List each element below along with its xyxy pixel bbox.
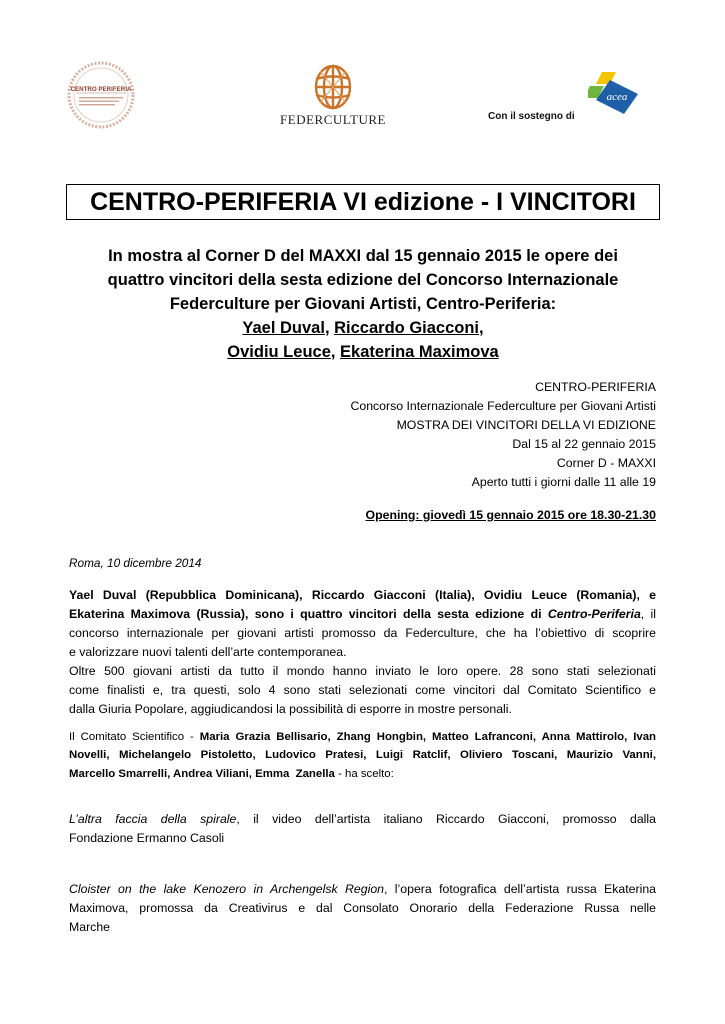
- paragraph-work-maximova: [69, 880, 656, 937]
- page-title: CENTRO-PERIFERIA VI edizione - I VINCITORI: [66, 184, 660, 220]
- p2-line-3-rest: - ha scelto:: [334, 767, 394, 780]
- federculture-wordmark: FEDERCULTURE: [280, 112, 386, 127]
- p1-line-7: dalla Giuria Popolare, aggiudicandosi la possibilità di esporre in mostre personali.: [69, 702, 512, 716]
- p2-line-1-names: Maria Grazia Bellisario, Zhang Hongbin, Matteo Lafranconi, Anna Mattirolo, Ivan: [199, 731, 656, 743]
- subtitle-line-1: In mostra al Corner D del MAXXI dal 15 gennaio 2015 le opere dei: [108, 247, 618, 265]
- p4-work-title: Cloister on the lake Kenozero in Archengelsk Region: [69, 882, 385, 896]
- p4-line-1-rest: , l’opera fotografica dell’artista russa Ekaterina: [384, 882, 657, 896]
- paragraph-committee: [69, 728, 656, 783]
- winner-separator: ,: [324, 319, 335, 337]
- acea-logo-text: acea: [606, 91, 628, 103]
- subtitle: [66, 244, 660, 364]
- support-label: Con il sostegno di: [488, 111, 575, 122]
- p4-line-1: [69, 880, 656, 899]
- p2-line-3-names: Marcello Smarrelli, Andrea Viliani, Emma Zanella: [69, 767, 335, 780]
- federculture-logo: [268, 60, 398, 130]
- p4-line-2: Maximova, promossa da Creativirus e dal Consolato Onorario della Federazione Russa nelle: [69, 901, 656, 915]
- opening-line: Opening: giovedì 15 gennaio 2015 ore 18.30-21.30: [365, 508, 656, 522]
- subtitle-winners-line-1: [66, 316, 660, 340]
- p2-line-1: [69, 728, 656, 746]
- p3-work-title: L’altra faccia della spirale: [69, 812, 237, 826]
- p2-line-2: Novelli, Michelangelo Pistoletto, Ludovico Pratesi, Luigi Ratclif, Oliviero Toscani, Maurizio Vanni,: [69, 749, 656, 762]
- paragraph-work-giacconi: [69, 810, 656, 848]
- info-line-contest: Concorso Internazionale Federculture per Giovani Artisti: [350, 399, 656, 413]
- info-line-exhibition: MOSTRA DEI VINCITORI DELLA VI EDIZIONE: [396, 418, 656, 432]
- info-line-dates: Dal 15 al 22 gennaio 2015: [512, 437, 656, 451]
- p1-line-3: concorso internazionale per giovani artisti promosso da Federculture, che ha l’obiettivo di scoprire: [69, 626, 656, 640]
- p1-centro-periferia: Centro-Periferia: [547, 607, 641, 621]
- p1-line-1: Yael Duval (Repubblica Dominicana), Riccardo Giacconi (Italia), Ovidiu Leuce (Romania), e: [69, 588, 656, 602]
- p3-line-1-rest: , il video dell’artista italiano Riccardo Giacconi, promosso dalla: [236, 812, 656, 826]
- winner-ekaterina-maximova: Ekaterina Maximova: [340, 343, 499, 361]
- winner-ovidiu-leuce: Ovidiu Leuce: [227, 343, 331, 361]
- centro-periferia-logo: [66, 60, 136, 130]
- p3-line-1: [69, 810, 656, 829]
- p1-line-2: [69, 605, 656, 624]
- federculture-dome-icon: [268, 60, 398, 112]
- acea-logo: [588, 70, 644, 116]
- p3-line-2: Fondazione Ermanno Casoli: [69, 831, 225, 845]
- winner-riccardo-giacconi: Riccardo Giacconi,: [334, 319, 484, 337]
- info-line-hours: Aperto tutti i giorni dalle 11 alle 19: [471, 475, 656, 489]
- p1-line-6: come finalisti e, tra questi, solo 4 sono stati selezionati come vincitori dal Comitato Scientifico e: [69, 683, 656, 697]
- winner-separator: ,: [330, 343, 341, 361]
- p1-line-2-rest: , il: [640, 607, 656, 621]
- info-line-venue: Corner D - MAXXI: [556, 456, 656, 470]
- p1-line-5: Oltre 500 giovani artisti da tutto il mondo hanno inviato le loro opere. 28 sono stati selezionati: [69, 664, 656, 678]
- centro-periferia-logo-text: CENTRO PERIFERIA: [70, 86, 132, 93]
- p1-line-4: e valorizzare nuovi talenti dell’arte contemporanea.: [69, 645, 347, 659]
- info-line-name: CENTRO-PERIFERIA: [535, 380, 656, 394]
- p1-line-2-bold: Ekaterina Maximova (Russia), sono i quattro vincitori della sesta edizione di: [69, 607, 542, 621]
- p2-prefix: Il Comitato Scientifico -: [69, 731, 200, 743]
- winner-yael-duval: Yael Duval: [242, 319, 325, 337]
- subtitle-winners-line-2: [66, 340, 660, 364]
- p2-line-3: [69, 765, 656, 783]
- subtitle-line-3: Federculture per Giovani Artisti, Centro-Periferia:: [169, 295, 557, 313]
- paragraph-winners: [69, 586, 656, 719]
- press-date: Roma, 10 dicembre 2014: [69, 556, 202, 570]
- exhibition-info: [250, 378, 656, 492]
- subtitle-line-2: quattro vincitori della sesta edizione del Concorso Internazionale: [107, 271, 619, 289]
- p4-line-3: Marche: [69, 920, 111, 934]
